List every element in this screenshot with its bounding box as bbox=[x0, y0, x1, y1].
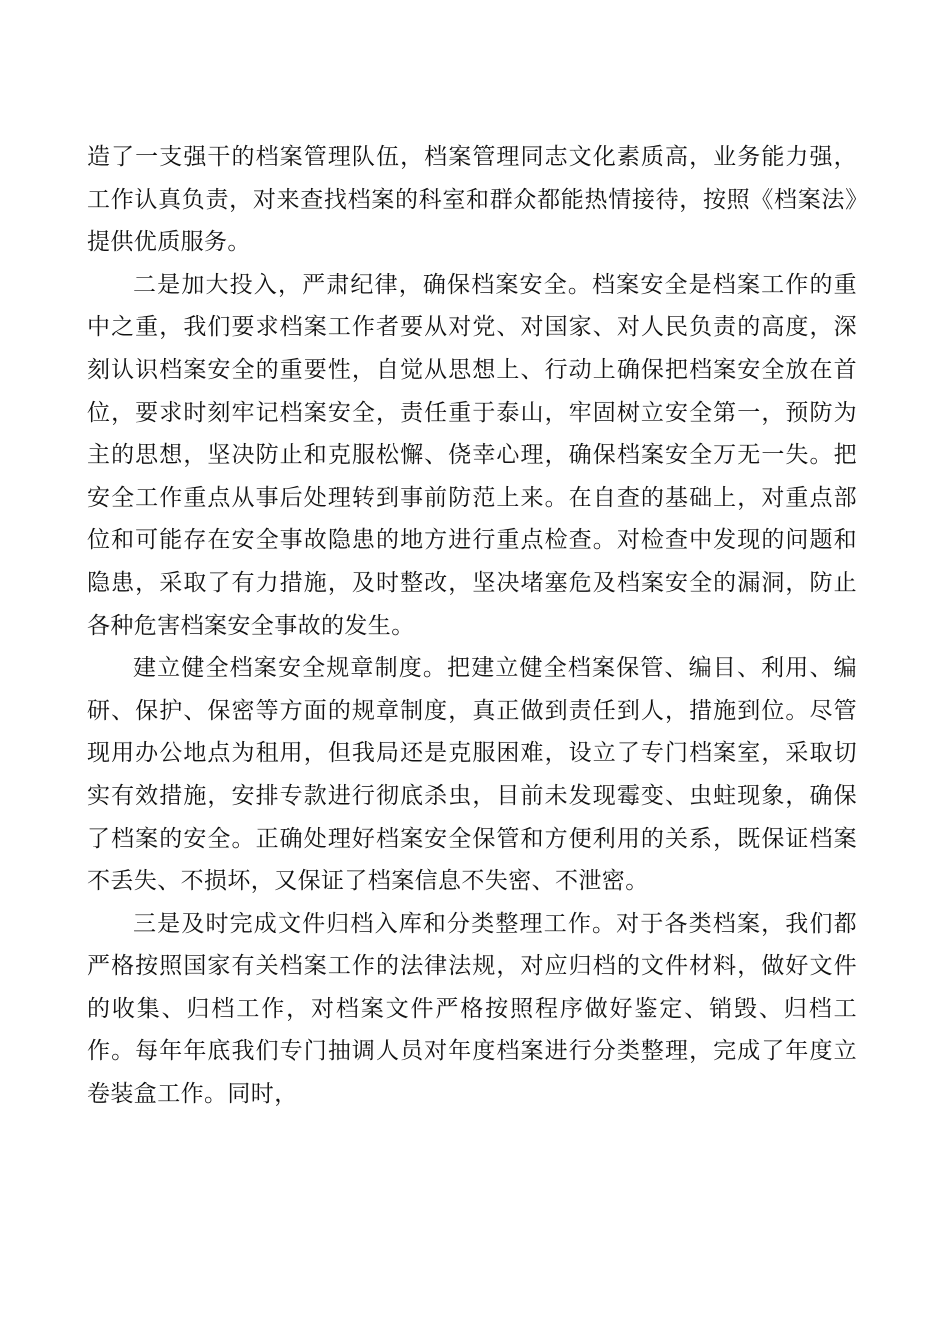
paragraph-archive-security: 二是加大投入，严肃纪律，确保档案安全。档案安全是档案工作的重中之重，我们要求档案工作者要从对党、对国家、对人民负责的高度，深刻认识档案安全的重要性，自觉从思想上、行动上确保把档案安全放在首位，要求时刻牢记档案安全，责任重于泰山，牢固树立安全第一，预防为主的思想，坚决防止和克服松懈、侥幸心理，确保档案安全万无一失。把安全工作重点从事后处理转到事前防范上来。在自查的基础上，对重点部位和可能存在安全事故隐患的地方进行重点检查。对检查中发现的问题和隐患，采取了有力措施，及时整改，坚决堵塞危及档案安全的漏洞，防止各种危害档案安全事故的发生。 bbox=[87, 271, 857, 639]
document-body bbox=[87, 136, 857, 1116]
paragraph-security-rules: 建立健全档案安全规章制度。把建立健全档案保管、编目、利用、编研、保护、保密等方面的规章制度，真正做到责任到人，措施到位。尽管现用办公地点为租用，但我局还是克服困难，设立了专门档案室，采取切实有效措施，安排专款进行彻底杀虫，目前未发现霉变、虫蛀现象，确保了档案的安全。正确处理好档案安全保管和方便利用的关系，既保证档案不丢失、不损坏，又保证了档案信息不失密、不泄密。 bbox=[87, 655, 857, 895]
paragraph-filing-work: 三是及时完成文件归档入库和分类整理工作。对于各类档案，我们都严格按照国家有关档案工作的法律法规，对应归档的文件材料，做好文件的收集、归档工作，对档案文件严格按照程序做好鉴定、销毁、归档工作。每年年底我们专门抽调人员对年度档案进行分类整理，完成了年度立卷装盒工作。同时， bbox=[87, 910, 857, 1108]
paragraph-continuation: 造了一支强干的档案管理队伍，档案管理同志文化素质高，业务能力强，工作认真负责，对来查找档案的科室和群众都能热情接待，按照《档案法》提供优质服务。 bbox=[87, 144, 857, 256]
